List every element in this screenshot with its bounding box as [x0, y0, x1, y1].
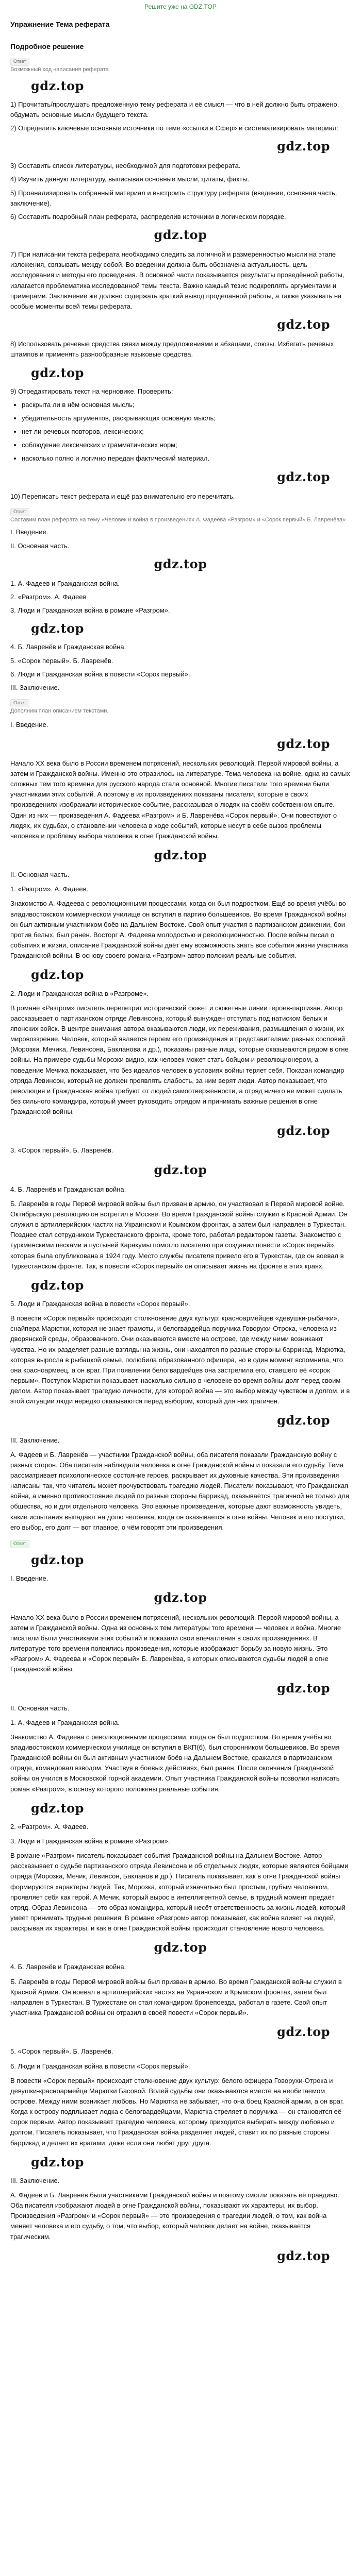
solution-title: Подробное решение [10, 42, 84, 51]
list-item: 1) Прочитать/прослушать предложенную тему реферата и её смысл — что в ней должно быть отражено, обдумать основные мысли будущего текста. [10, 100, 339, 118]
heading: 3. Люди и Гражданская война в романе «Разгром». [10, 1837, 170, 1845]
heading: I. Введение. [10, 720, 48, 728]
paragraph: А. Фадеев и Б. Лавренёв были участниками Гражданской войны и поэтому смогли показать её правдиво. Оба писателя изображают людей в огне Гражданской войны, показывают их характеры, их выбор. Произведения «Разгром» и «Сорок первый» — это произведения о трагедии людей, о том, как война меняет человека и его судьбу, о том, что выбор, который человек делает на войне, оказывается трагическим. [10, 2191, 339, 2241]
watermark: gdz.top [31, 2154, 84, 2170]
section-note: Дополним план описанием текстами. [10, 708, 109, 715]
plan-item: III. Заключение. [10, 683, 60, 691]
heading: 1. «Разгром». А. Фадеев. [10, 885, 89, 893]
section-1 [10, 55, 351, 502]
heading: III. Заключение. [10, 1436, 60, 1444]
list-item: 3) Составить список литературы, необходимой для подготовки реферата. [10, 162, 241, 170]
watermark: gdz.top [154, 1162, 207, 1177]
watermark: gdz.top [31, 621, 84, 636]
list-item: 6) Составить подробный план реферата, распределив источники в логическом порядке. [10, 212, 286, 221]
watermark: gdz.top [277, 469, 330, 484]
paragraph: Знакомство А. Фадеева с революционными процессами, когда он был подростком. Ещё во время учёбы во владивостокском коммерческом училище он вступил в партию большевиков. Во время Гражданской войны он был активным участником боёв на Дальнем Востоке. Свой опыт участия в партизанском движении, бои против белых, был ранен. Восторг А. Фадеева молодостью и революционностью. После войны писал о событиях и жизни, описание Гражданской войны даёт ему возможность знать все события жизни участника Гражданской войны. В основу своего романа «Разгром» автор положил реальные события. [10, 900, 348, 960]
watermark: gdz.top [31, 1552, 84, 1568]
watermark: gdz.top [154, 1940, 207, 1955]
list-item: • раскрыта ли в нём основная мысль; [22, 400, 351, 410]
watermark: gdz.top [154, 556, 207, 571]
plan-item: 2. «Разгром». А. Фадеев [10, 593, 87, 601]
watermark: gdz.top [154, 227, 207, 242]
answer-tag: Ответ [10, 1540, 29, 1548]
list-item: • соблюдение лексических и грамматических норм; [22, 440, 351, 450]
watermark: gdz.top [277, 139, 330, 154]
heading: 4. Б. Лавренёв и Гражданская война. [10, 1963, 126, 1971]
paragraph: А. Фадеев и Б. Лавренёв — участники Гражданской войны, оба писателя показали Гражданскую войну с разных сторон. Оба писателя наблюдали человека в огне Гражданской войны и показали его судьбу. Тема рассматривает психологическое состояние героев, раскрывает их духовные качества. Эти произведения написаны так, что читатель может прочувствовать трагедию людей. Писатели показывают, что Гражданская война, а именно противостояние людей по разные стороны баррикад, оказывается трагичной не только для общества, но и для отдельного человека. Это важные произведения, которые дают возможность увидеть, какие испытания выпадают на долю человека, когда он оказывается в огне войны. Человек и его поступки, его выбор, его долг — вот главное, о чём говорят эти произведения. [10, 1450, 349, 1531]
heading: II. Основная часть. [10, 871, 70, 879]
watermark: gdz.top [31, 78, 84, 93]
watermark: gdz.top [277, 2248, 330, 2263]
watermark: gdz.top [154, 1590, 207, 1605]
section-2 [10, 505, 351, 693]
page [0, 2, 361, 2576]
paragraph: Б. Лавренёв в годы Первой мировой войны был призван в армию, он участвовал в Первой мировой войне. Октябрьскую революцию он встретил в Москве. Во время Гражданской войны служил в Красной Армии. Он служил в артиллерийских частях на Украинском и Крымском фронтах, а затем был направлен в Туркестан. Позднее стал сотрудником Туркестанского фронта, кроме того, работал редактором газеты. Знакомство с туркменскими песками и пустыней Каракумы помогло писателю при создании повести «Сорок первый», которая была опубликована в 1924 году. Место службы писателя привело его в Туркестан, где он воевал в Туркестанском фронте. Так, в повести «Сорок первый» он описывает жизнь на фронте в этих краях. [10, 1199, 348, 1270]
section-note: Составим план реферата на тему «Человек и война в произведениях А. Фадеева «Разгром» и «Сорок первый» Б. Лавренёва» [10, 517, 346, 523]
watermark: gdz.top [277, 1413, 330, 1428]
paragraph: В романе «Разгром» писатель перепетрит исторический сюжет и сюжетные линии героев-партизан. Автор рассказывает о партизанском отряде Левинсона, который вынужден отступать под натиском белых и японских войск. В центре внимания автора оказываются люди, их переживания, размышления о жизни, их мировоззрение. Человек, который является героем его произведения и представителями разных сословий (Морозки, Мечика, Левинсона, Бакланова и др.), показаны разные лица, которые оказываются рядом в огне войны. На примере судьбы Морозки видно, как человек может стать бойцом и революционером, а поведение Мечика показывает, что без идеалов человек в условиях войны теряет себя. Показан командир отряда Левинсон, который не должен проявлять слабость, за ним верят люди. Автор показывает, что революция и Гражданская война требуют от людей самоотверженности, а отряд ничего не может сделать без сильного командира, который умеет руководить отрядом и принимать важные решения в огне Гражданской войны. [10, 1004, 349, 1116]
watermark: gdz.top [277, 2024, 330, 2040]
plan-item: 3. Люди и Гражданская война в романе «Разгром». [10, 606, 170, 615]
paragraph: В романе «Разгром» писатель показывает события Гражданской войны на Дальнем Востоке. Автор рассказывает о судьбе партизанского отряда Левинсона и об отдельных людях, которые являются бойцами отряда (Морозка, Мечик, Левинсон, Бакланов и др.). Писатель показывает, как в огне Гражданской войны формируются характеры людей. Так, Морозка, который изначально был простым, грубым человеком, проявляет себя как герой. А Мечик, который вырос в интеллигентной семье, в трудный момент предаёт отряд. Образ Левинсона — это образ командира, который несёт ответственность за жизнь людей, который умеет принимать трудные решения. В романе «Разгром» автор показывает, как война влияет на людей, раскрывая их характеры, и как в огне Гражданской войны происходит становление нового человека. [10, 1852, 349, 1933]
watermark: gdz.top [31, 967, 84, 982]
top-link[interactable]: Решите уже на GDZ.TOP [144, 3, 217, 10]
paragraph: В повести «Сорок первый» происходит столкновение двух культур: красноармейцев «девушки-рыбачки», снайпера Марютки, которая не знает грамоты, и белогвардейца-поручика Говорухи-Отрока, человека из дворянской среды, образованного. Они оказываются вместе на острове, где между ними возникают чувства. Но их разделяет разные взгляды на жизнь, они находятся по разные стороны баррикад. Марютка, которая выросла в рыбацкой семье, полюбила образованного офицера, но в один момент вспомнила, что она красноармеец, а он враг. При появлении белогвардейцев она застрелила его, ставшего её «сорок первым». Поступок Марютки показывает, насколько сильно в человеке во время войны долг перед своим делом. Автор показывает трагедию личности, для которой война — это выбор между чувством и долгом, и в этой ситуации люди нередко оказываются перед выбором, который для них трагичен. [10, 1314, 350, 1405]
heading: 5. Люди и Гражданская война в повести «Сорок первый». [10, 1300, 190, 1308]
heading: 1. А. Фадеев и Гражданская война. [10, 1718, 120, 1726]
heading: I. Введение. [10, 1574, 48, 1583]
heading: III. Заключение. [10, 2176, 60, 2184]
heading: 5. «Сорок первый». Б. Лавренёв. [10, 2047, 113, 2056]
plan-item: 4. Б. Лавренёв и Гражданская война. [10, 643, 126, 651]
paragraph: 8) Использовать речевые средства связи между предложениями и абзацами, союзы. Избегать речевых штампов и применять разнообразные языковые средства. [10, 340, 334, 359]
list-item: • насколько полно и логично передан фактический материал. [22, 453, 351, 464]
page-title: Упражнение Тема реферата [10, 20, 110, 28]
heading: 6. Люди и Гражданская война в повести «Сорок первый». [10, 2062, 190, 2070]
answer-tag: Ответ [10, 508, 29, 516]
list-item: 5) Проанализировать собранный материал и выстроить структуру реферата (введение, основная часть, заключение). [10, 189, 337, 207]
plan-item: 1. А. Фадеев и Гражданская война. [10, 579, 120, 587]
paragraph: 10) Переписать текст реферата и ещё раз внимательно его перечитать. [10, 492, 235, 500]
list-item: 2) Определить ключевые основные источники по теме «ссылки в Сфер» и систематизировать материал: [10, 124, 338, 132]
section-4 [10, 1537, 351, 2265]
paragraph: 9) Отредактировать текст на черновике. Проверить: [10, 387, 173, 395]
heading: 4. Б. Лавренёв и Гражданская война. [10, 1185, 126, 1193]
list-item: 4) Изучить данную литературу, выписывая основные мысли, цитаты, факты. [10, 175, 250, 183]
section-note: Возможный ход написания реферата [10, 66, 109, 73]
paragraph: Б. Лавренёв в годы Первой мировой войны был призван в армию. Во время Гражданской войны служил в Красной Армии. Он воевал в артиллерийских частях на Украинском и Крымском фронтах, затем был направлен в Туркестан. В Туркестане он стал командиром бронепоезда, работал в газете. Свой опыт участника Гражданской войны он отразил в своей повести «Сорок первый». [10, 1977, 342, 2017]
paragraph: 7) При написании текста реферата необходимо следить за логичной и размеренностью мысли на этапе изложения, связывать между собой. Во введении должна быть обозначена актуальность, цель исследования и методы его проведения. В основной части показывается результаты проведённой работы, излагается проблематика исследованной темы текста. Важно каждый тезис подкреплять аргументами и примерами. Заключение же должно содержать краткий вывод проделанной работы, а также указывать на особые моменты всей темы реферата. [10, 250, 344, 310]
check-list [22, 400, 351, 464]
watermark: gdz.top [277, 317, 330, 332]
watermark: gdz.top [277, 1681, 330, 1696]
paragraph: В повести «Сорок первый» происходит столкновение двух культур: белого офицера Говорухи-Отрока и девушки-красноармейца Марютки Басовой. Волей судьбы они оказываются вместе на необитаемом острове. Между ними возникает любовь. Но Марютка не забывает, что она боец Красной армии, а он враг. Когда к острову подплывает лодка с белогвардейцами, Марютка стреляет в поручика — он становится её сорок первым. Автор показывает трагедию человека, которому приходится выбирать между любовью и долгом. Писатель показывает, что Гражданская война разделяет людей, ставит их по разные стороны баррикад и делает их врагами, даже если они любят друг друга. [10, 2076, 344, 2147]
heading: 2. «Разгром». А. Фадеев. [10, 1822, 89, 1831]
plan-item: II. Основная часть. [10, 541, 70, 550]
watermark: gdz.top [31, 365, 84, 380]
watermark: gdz.top [31, 1277, 84, 1293]
plan-item: I. Введение. [10, 528, 48, 536]
list-item: • нет ли речевых повторов, лексических; [22, 427, 351, 437]
answer-tag: Ответ [10, 58, 29, 66]
plan-item: 6. Люди и Гражданская война в повести «Сорок первый». [10, 670, 190, 678]
heading: 3. «Сорок первый». Б. Лавренёв. [10, 1146, 113, 1155]
watermark: gdz.top [277, 1123, 330, 1139]
watermark: gdz.top [277, 736, 330, 751]
watermark: gdz.top [154, 848, 207, 863]
paragraph: Начало XX века было в России временем потрясений, нескольких революций, Первой мировой войны, а затем и Гражданской войны. Одна из основных тем литературы того времени — человек и война. Многие писатели были участниками этих событий и показали свои впечатления в своих произведениях. В литературе того времени появились произведения, которые изображают борьбу за новую жизнь. Это «Разгром» А. Фадеева и «Сорок первый» Б. Лавренёва, в которых описываются судьбы людей в огне Гражданской войны. [10, 1613, 341, 1673]
paragraph: Знакомство А. Фадеева с революционными процессами, когда он был подростком. Во время учёбы во владивостокском коммерческом училище он вступил в ВКП(б), был сторонником большевиков. Во время Гражданской войны он был активным участником боёв на Дальнем Востоке, сражался в партизанском отряде, командовал взводом. Участвуя в боевых действиях, был ранен. После окончания Гражданской войны он учился в Московской горной академии. Опыт участника Гражданской войны позволил написать роман «Разгром», в основу которого положены реальные события. [10, 1733, 340, 1793]
section-3 [10, 696, 351, 1533]
plan-item: 5. «Сорок первый». Б. Лавренёв. [10, 656, 113, 665]
paragraph: Начало XX века было в России временем потрясений, нескольких революций, Первой мировой войны, а затем и Гражданской войны. Именно это отразилось на литературе. Тема человека на войне, одна из самых сложных тем того времени для русского народа стала основной. Многие писатели того времени были участниками этих событий. А поэтому в их произведениях показаны писатели, которые в своих произведениях изображали историческое событие, рассказывая о людях на своём собственном опыте. Один из них — произведения А. Фадеева «Разгром» и Б. Лавренёва «Сорок первый». Они повествуют о людях, их судьбах, о становлении человека в ходе событий, которые несут в себе вызов проблемы человека и проблему выбора человека в огне Гражданской войны. [10, 759, 350, 840]
list-item: • убедительность аргументов, раскрывающих основную мысль; [22, 413, 351, 423]
answer-tag: Ответ [10, 699, 29, 707]
watermark: gdz.top [31, 1800, 84, 1816]
heading: II. Основная часть. [10, 1704, 70, 1712]
heading: 2. Люди и Гражданская война в «Разгроме». [10, 989, 149, 997]
